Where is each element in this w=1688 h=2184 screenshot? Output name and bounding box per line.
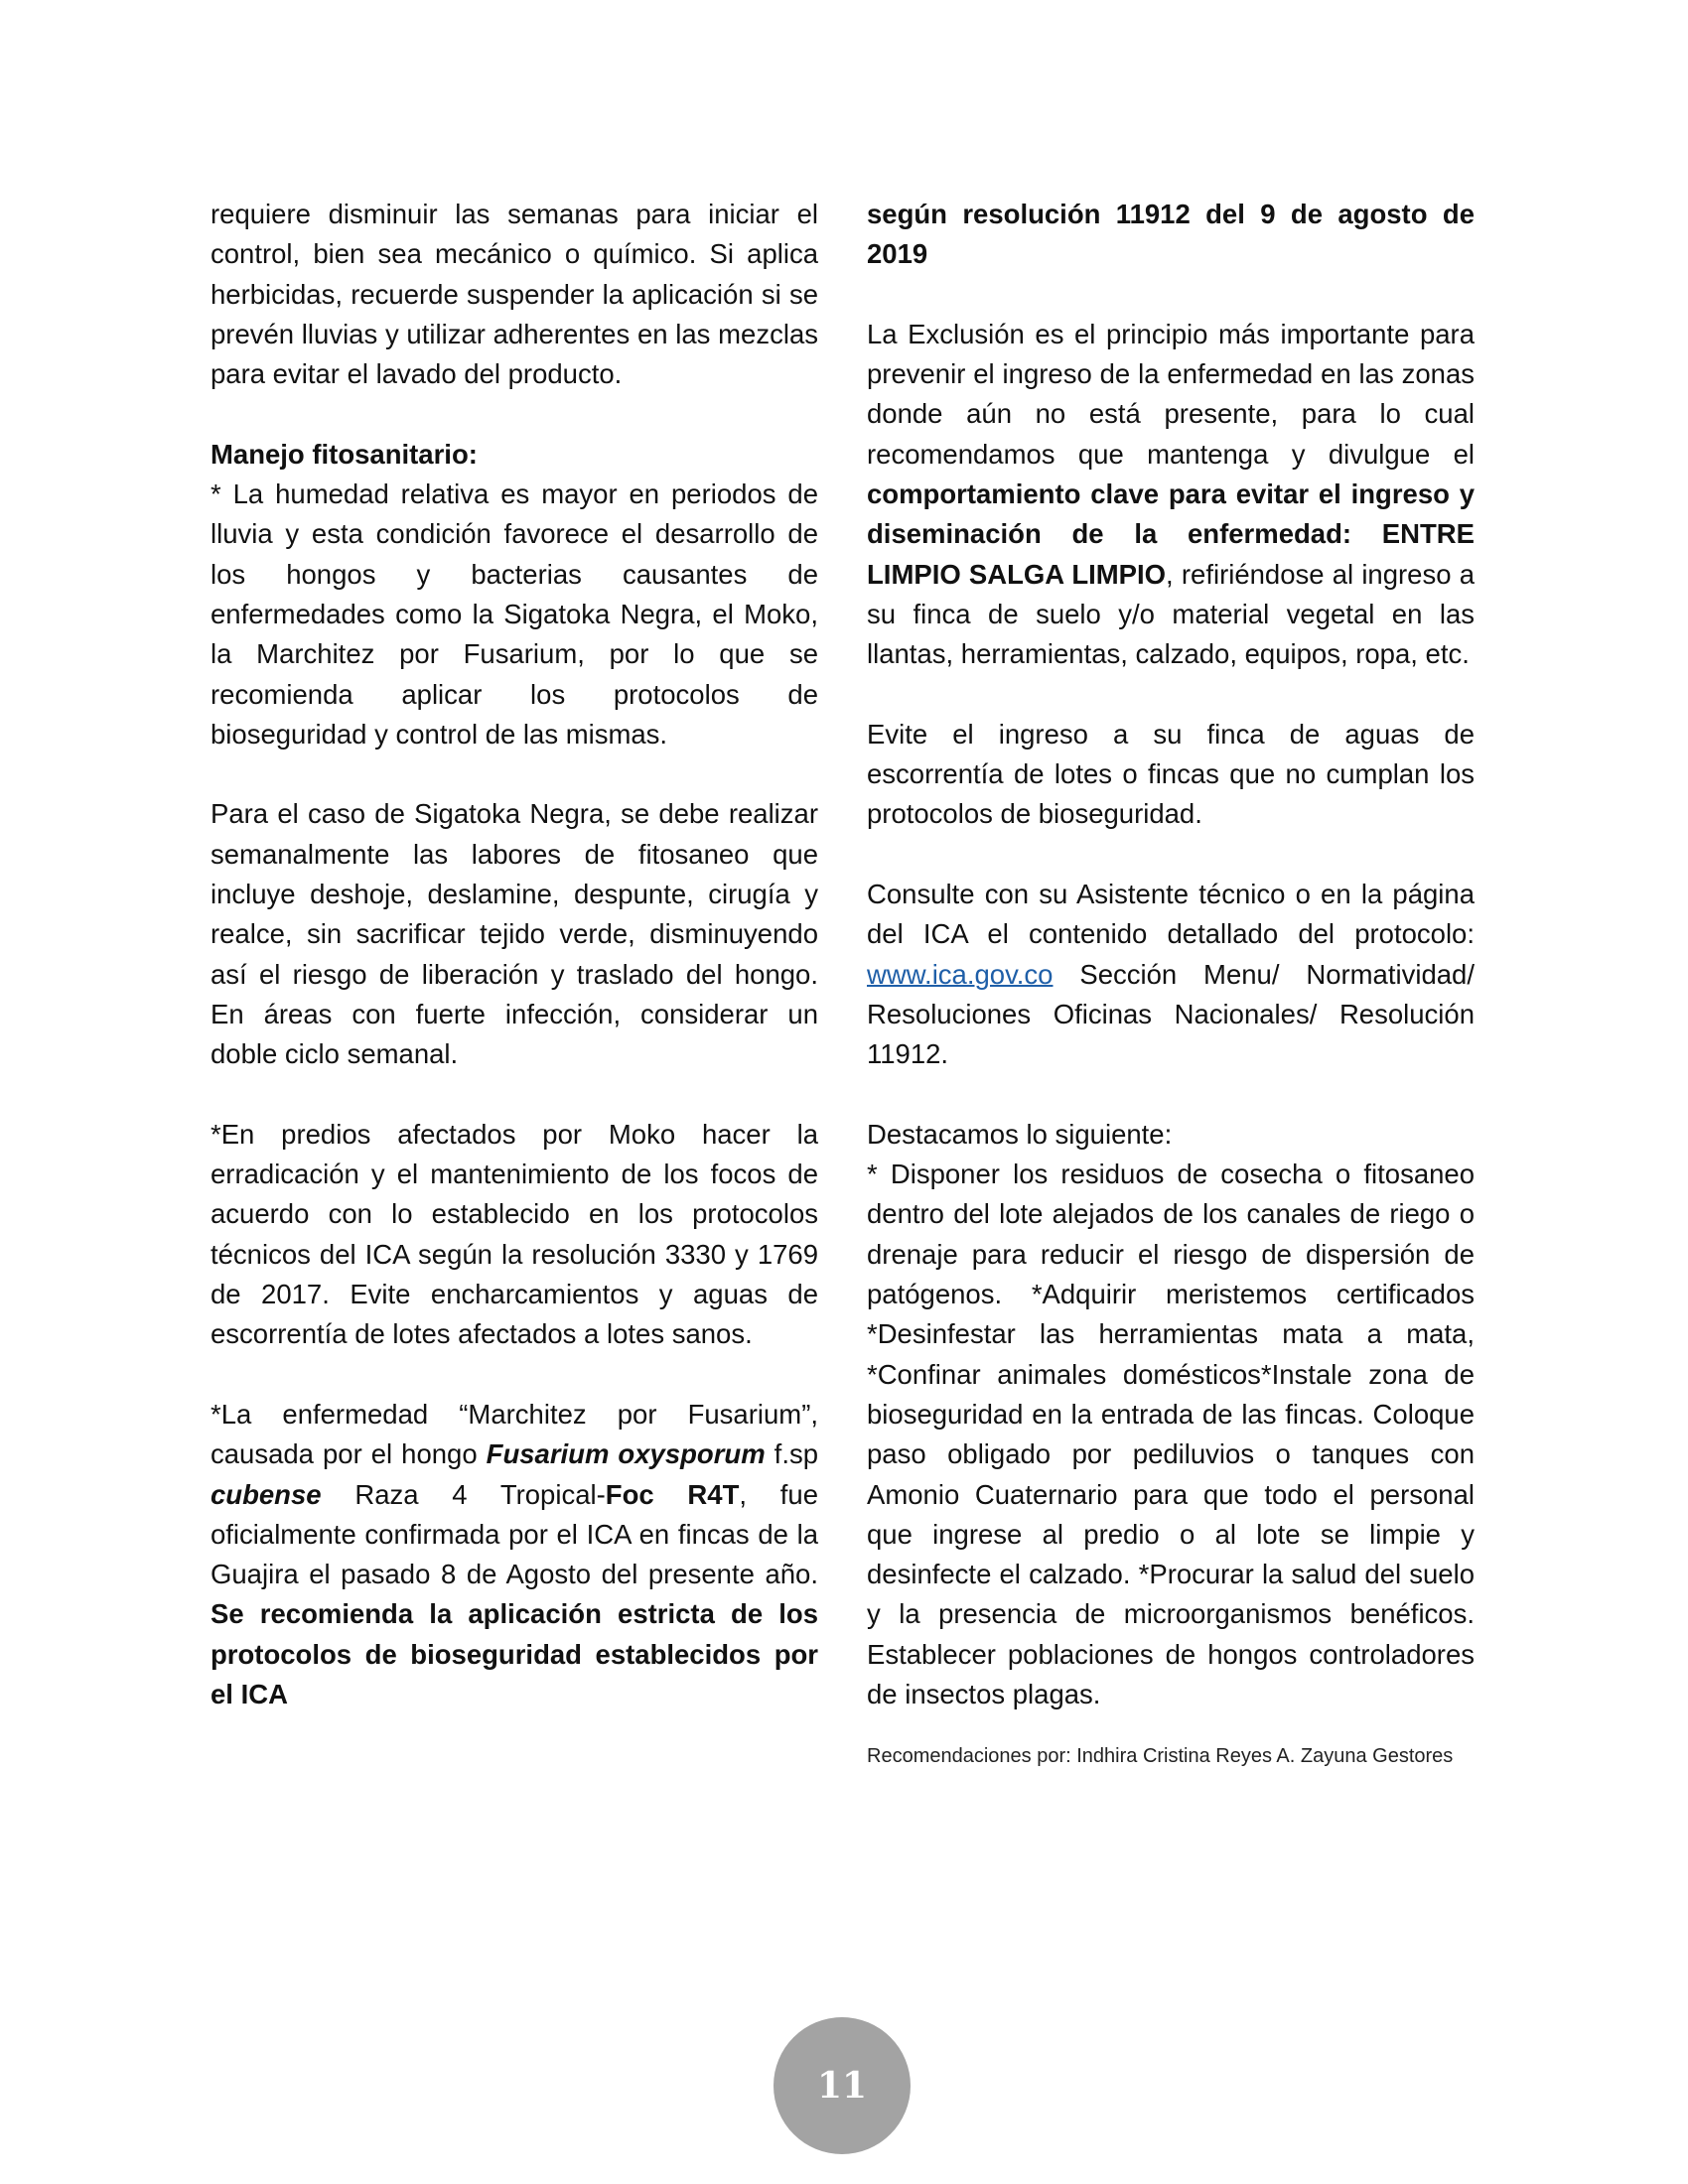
paragraph-weed-control: requiere disminuir las semanas para iniciar el control, bien sea mecánico o químico. Si aplica herbicidas, recuerde suspender la aplicación si se prevén lluvias y utilizar adherentes en las mezclas para evitar el lavado del producto. (211, 199, 818, 390)
fusarium-text-4: , fue oficialmente confirmada por el ICA en fincas de la Guajira el pasado 8 de Agosto del presente año. (211, 1478, 818, 1590)
paragraph-consult (867, 875, 1475, 1074)
paragraph-phytosanitary (211, 435, 818, 754)
exclusion-text-2: , refiriéndose al ingreso a su finca de suelo y/o material vegetal en las llantas, herramientas, calzado, equipos, ropa, etc. (867, 558, 1475, 670)
page-number: 11 (816, 2065, 868, 2107)
phytosanitary-text: * La humedad relativa es mayor en periodos de lluvia y esta condición favorece el desarrollo de los hongos y bacterias causantes de enfermedades como la Sigatoka Negra, el Moko, la Marchitez por Fusarium, por lo que se recomienda aplicar los protocolos de bioseguridad y control de las mismas. (211, 478, 818, 750)
fusarium-subspecies-name: cubense (211, 1478, 322, 1510)
resolution-reference: según resolución 11912 del 9 de agosto de 2019 (867, 199, 1475, 270)
consult-text-2: Sección Menu/ Normatividad/ Resoluciones Oficinas Nacionales/ Resolución 11912. (867, 958, 1475, 1070)
fusarium-text-1: *La enfermedad “Marchitez por Fusarium”, causada por el hongo (211, 1398, 818, 1470)
paragraph-runoff: Evite el ingreso a su finca de aguas de escorrentía de lotes o fincas que no cumplan los protocolos de bioseguridad. (867, 718, 1475, 830)
paragraph-moko: *En predios afectados por Moko hacer la erradicación y el mantenimiento de los focos de acuerdo con lo establecido en los protocolos técnicos del ICA según la resolución 3330 y 1769 de 2017. Evite encharcamientos y aguas de escorrentía de lotes afectados a lotes sanos. (211, 1118, 818, 1350)
paragraph-fusarium (211, 1395, 818, 1714)
consult-text-1: Consulte con su Asistente técnico o en la página del ICA el contenido detallado del protocolo: (867, 879, 1475, 950)
exclusion-text-1: La Exclusión es el principio más importante para prevenir el ingreso de la enfermedad en las zonas donde aún no está presente, para lo cual recomendamos que mantenga y divulgue el (867, 318, 1475, 470)
section-heading-phytosanitary: Manejo fitosanitario: (211, 438, 478, 470)
paragraph-sigatoka: Para el caso de Sigatoka Negra, se debe realizar semanalmente las labores de fitosaneo que incluye deshoje, deslamine, despunte, cirugía y realce, sin sacrificar tejido verde, disminuyendo así el riesgo de liberación y traslado del hongo. En áreas con fuerte infección, considerar un doble ciclo semanal. (211, 798, 818, 1070)
page-number-badge (774, 2017, 911, 2154)
paragraph-exclusion (867, 315, 1475, 675)
fusarium-strain-code: Foc R4T (605, 1478, 740, 1510)
key-behavior-slogan: comportamiento clave para evitar el ingreso y diseminación de la enfermedad: ENTRE LIMPIO SALGA LIMPIO (867, 478, 1475, 590)
right-column (867, 195, 1475, 1791)
paragraph-resolution-continuation (867, 195, 1475, 275)
ica-website-link[interactable]: www.ica.gov.co (867, 958, 1054, 990)
fusarium-recommendation: Se recomienda la aplicación estricta de los protocolos de bioseguridad establecidos por el ICA (211, 1598, 818, 1709)
paragraph-highlights (867, 1115, 1475, 1714)
section-heading-highlights: Destacamos lo siguiente: (867, 1118, 1173, 1150)
fusarium-species-name: Fusarium oxysporum (486, 1438, 766, 1470)
highlights-text: * Disponer los residuos de cosecha o fitosaneo dentro del lote alejados de los canales de riego o drenaje para reducir el riesgo de dispersión de patógenos. *Adquirir meristemos certificados *Desinfestar las herramientas mata a mata, *Confinar animales domésticos*Instale zona de bioseguridad en la entrada de las fincas. Coloque paso obligado por pediluvios o tanques con Amonio Cuaternario para que todo el personal que ingrese al predio o al lote se limpie y desinfecte el calzado. *Procurar la salud del suelo y la presencia de microorganismos benéficos. Establecer poblaciones de hongos controladores de insectos plagas. (867, 1159, 1475, 1709)
fusarium-text-2: f.sp (765, 1438, 819, 1470)
author-credit: Recomendaciones por: Indhira Cristina Reyes A. Zayuna Gestores (867, 1745, 1454, 1768)
left-column (211, 195, 818, 1714)
fusarium-text-3: Raza 4 Tropical- (321, 1478, 606, 1510)
